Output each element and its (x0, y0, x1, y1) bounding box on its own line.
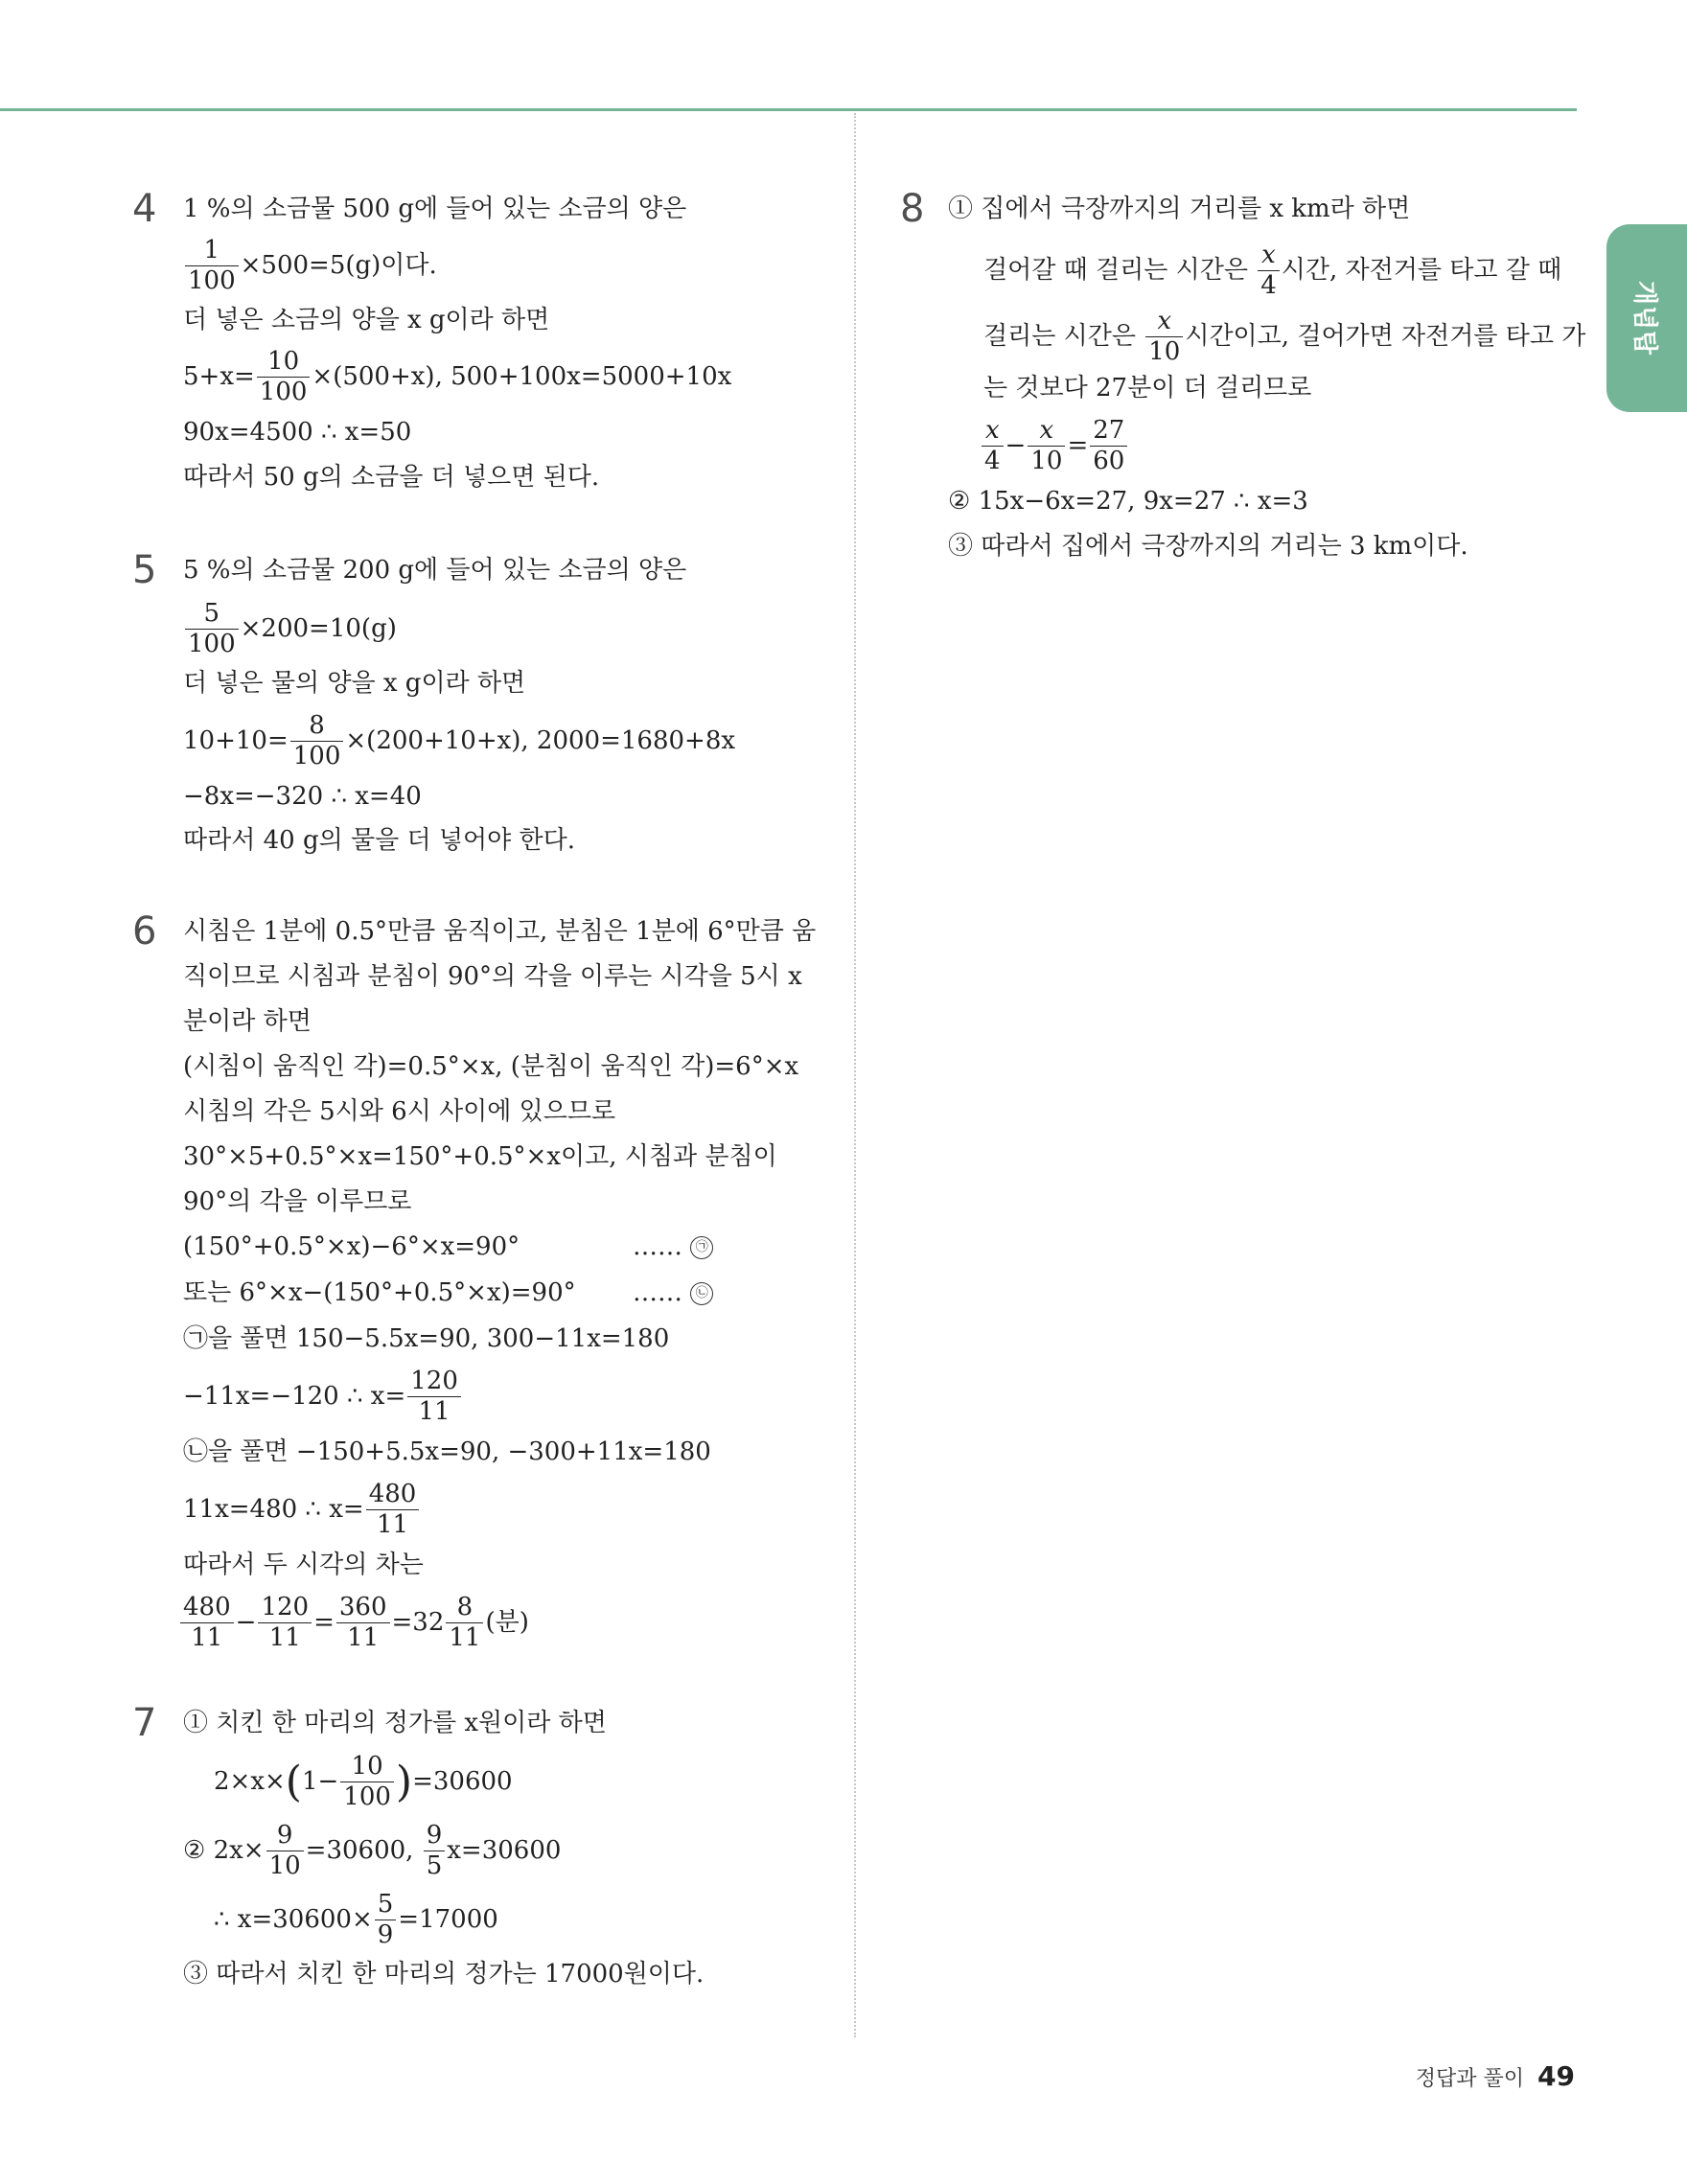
page-number: 49 (1537, 2060, 1575, 2092)
p7-line-1: ① 치킨 한 마리의 정가를 x원이라 하면 (183, 1709, 607, 1737)
problem-number-4: 4 (132, 187, 157, 231)
fraction: $\frac{8}{11}$ (446, 1595, 483, 1652)
p5-line-4: 10+10= $\frac{8}{100}$ ×(200+10+x), 2000=1680+8x (183, 711, 736, 771)
p8-line-5: $\frac{x}{4}$ − $\frac{x}{10}$ = $\frac{27}{60}$ (980, 418, 1129, 475)
fraction: $\frac{9}{5}$ (424, 1823, 446, 1880)
p5-line-6: 따라서 40 g의 물을 더 넣어야 한다. (183, 826, 575, 855)
header-rule (0, 108, 1577, 111)
fraction: $\frac{480}{11}$ (180, 1595, 234, 1652)
p4-line-3: 더 넣은 소금의 양을 x g이라 하면 (183, 306, 550, 334)
p6-line-3: 분이라 하면 (183, 1007, 312, 1036)
fraction: $\frac{x}{10}$ (1145, 309, 1183, 366)
fraction: $\frac{8}{100}$ (290, 713, 344, 770)
problem-number-6: 6 (132, 909, 157, 954)
p6-line-13: 11x=480 ∴ x= $\frac{480}{11}$ (183, 1482, 421, 1539)
problem-number-8: 8 (900, 187, 925, 231)
p4-line-2: $\frac{1}{100}$ ×500=5(g)이다. (183, 238, 437, 295)
side-tab-label: 개념탑 (1629, 280, 1659, 356)
p5-line-5: −8x=−320 ∴ x=40 (183, 782, 422, 811)
p6-line-10: ㉠을 풀면 150−5.5x=90, 300−11x=180 (183, 1324, 670, 1353)
column-divider (854, 113, 856, 2037)
p6-marker-1: …… ㉠ (633, 1234, 713, 1259)
p6-line-4: (시침이 움직인 각)=0.5°×x, (분침이 움직인 각)=6°×x (183, 1052, 799, 1081)
p8-line-6: ② 15x−6x=27, 9x=27 ∴ x=3 (948, 487, 1308, 516)
p6-line-8: (150°+0.5°×x)−6°×x=90° (183, 1232, 520, 1261)
footer-label: 정답과 풀이 (1415, 2067, 1525, 2091)
fraction: $\frac{480}{11}$ (366, 1482, 420, 1539)
p8-line-7: ③ 따라서 집에서 극장까지의 거리는 3 km이다. (948, 532, 1468, 561)
fraction: $\frac{1}{100}$ (185, 238, 239, 295)
p6-line-7: 90°의 각을 이루므로 (183, 1187, 412, 1216)
p8-line-1: ① 집에서 극장까지의 거리를 x km라 하면 (948, 195, 1411, 223)
p7-line-4: ∴ x=30600× $\frac{5}{9}$ =17000 (214, 1890, 498, 1950)
side-tab (1606, 224, 1687, 412)
fraction: $\frac{5}{100}$ (185, 601, 239, 658)
fraction: $\frac{x}{4}$ (982, 418, 1004, 475)
p7-line-5: ③ 따라서 치킨 한 마리의 정가는 17000원이다. (183, 1960, 705, 1989)
fraction: $\frac{10}{100}$ (340, 1754, 394, 1811)
problem-number-7: 7 (132, 1701, 157, 1745)
fraction: $\frac{120}{11}$ (407, 1368, 461, 1426)
p6-line-6: 30°×5+0.5°×x=150°+0.5°×x이고, 시침과 분침이 (183, 1142, 777, 1171)
p4-line-1: 1 %의 소금물 500 g에 들어 있는 소금의 양은 (183, 195, 687, 223)
p4-line-6: 따라서 50 g의 소금을 더 넣으면 된다. (183, 463, 600, 492)
p6-line-1: 시침은 1분에 0.5°만큼 움직이고, 분침은 1분에 6°만큼 움 (183, 917, 817, 946)
p6-line-9: 또는 6°×x−(150°+0.5°×x)=90° (183, 1278, 576, 1307)
p6-marker-2: …… ㉡ (633, 1280, 713, 1305)
fraction: $\frac{x}{10}$ (1028, 418, 1065, 475)
p5-line-2: $\frac{5}{100}$ ×200=10(g) (183, 601, 397, 658)
fraction: $\frac{9}{10}$ (266, 1823, 304, 1880)
p7-line-2: 2×x×(1− $\frac{10}{100}$ )=30600 (214, 1752, 513, 1812)
fraction: $\frac{10}{100}$ (257, 349, 311, 406)
problem-number-5: 5 (132, 548, 157, 592)
p6-line-12: ㉡을 풀면 −150+5.5x=90, −300+11x=180 (183, 1437, 711, 1466)
p6-line-14: 따라서 두 시각의 차는 (183, 1551, 424, 1579)
p6-line-2: 직이므로 시침과 분침이 90°의 각을 이루는 시각을 5시 x (183, 962, 802, 991)
fraction: $\frac{360}{11}$ (336, 1595, 390, 1652)
p6-line-11: −11x=−120 ∴ x= $\frac{120}{11}$ (183, 1368, 463, 1426)
fraction: $\frac{27}{60}$ (1090, 418, 1127, 475)
p6-line-5: 시침의 각은 5시와 6시 사이에 있으므로 (183, 1097, 616, 1126)
page-footer (1416, 2060, 1575, 2092)
p4-line-5: 90x=4500 ∴ x=50 (183, 418, 412, 447)
fraction: $\frac{120}{11}$ (258, 1595, 312, 1652)
p4-line-4: 5+x= $\frac{10}{100}$ ×(500+x), 500+100x=5000+10x (183, 347, 732, 407)
circle-label-2: ㉡ (690, 1282, 713, 1305)
p6-line-15: $\frac{480}{11}$ − $\frac{120}{11}$ = $\frac{360}{11}$ =32 $\frac{8}{11}$ (분) (178, 1595, 529, 1652)
p5-line-1: 5 %의 소금물 200 g에 들어 있는 소금의 양은 (183, 556, 687, 585)
p5-line-3: 더 넣은 물의 양을 x g이라 하면 (183, 669, 526, 698)
p8-line-3: 걸리는 시간은 $\frac{x}{10}$ 시간이고, 걸어가면 자전거를 타고 가 (983, 307, 1586, 367)
p7-line-3: ② 2x× $\frac{9}{10}$ =30600, $\frac{9}{5}$ x=30600 (183, 1821, 562, 1881)
p8-line-4: 는 것보다 27분이 더 걸리므로 (983, 374, 1312, 402)
fraction: $\frac{x}{4}$ (1258, 242, 1280, 300)
p8-line-2: 걸어갈 때 걸리는 시간은 $\frac{x}{4}$ 시간, 자전거를 타고 갈 때 (983, 241, 1562, 301)
fraction: $\frac{5}{9}$ (375, 1892, 397, 1949)
circle-label-1: ㉠ (690, 1236, 713, 1259)
